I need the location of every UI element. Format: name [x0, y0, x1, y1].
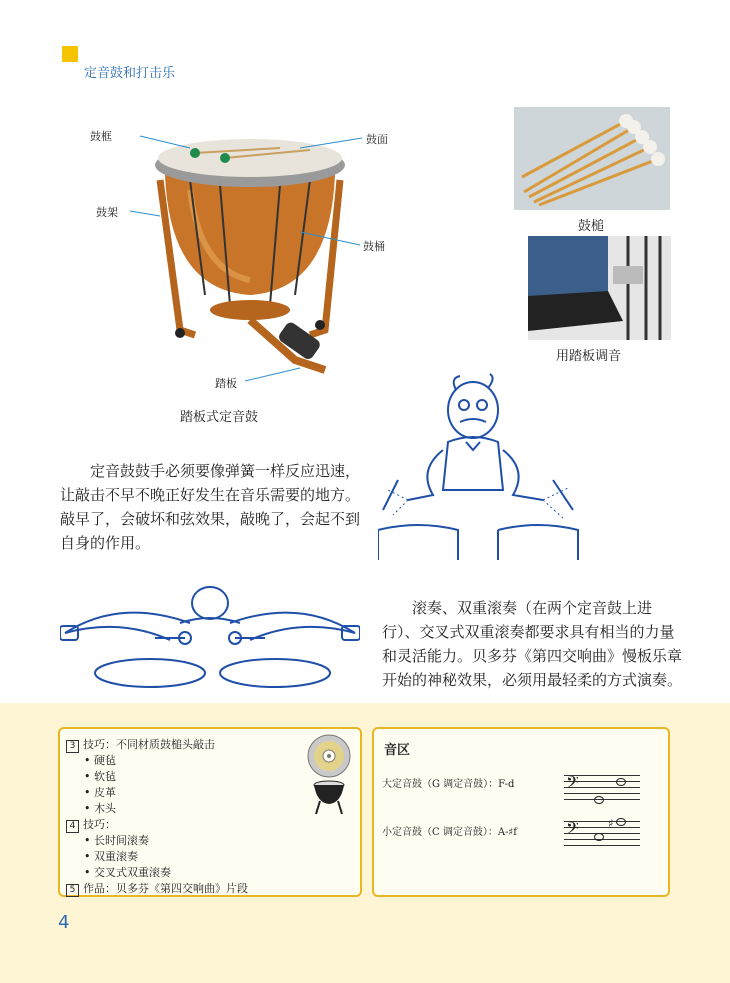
paragraph-line: 敲早了，会破坏和弦效果，敲晚了，会起不到 — [60, 510, 361, 528]
list-item: 4 技巧： — [66, 817, 248, 833]
list-item: 5 作品：贝多芬《第四交响曲》片段 — [66, 881, 248, 897]
mallets-photo — [514, 107, 670, 210]
small-timpani-range-label: 小定音鼓（C 调定音鼓）：A-♯f — [382, 827, 517, 838]
paragraph-line: 自身的作用。 — [60, 534, 151, 552]
paragraph-line: 开始的神秘效果，必须用最轻柔的方式演奏。 — [382, 671, 683, 689]
note-low — [594, 833, 604, 841]
paragraph-timpanist-reaction — [60, 459, 380, 555]
list-item: • 长时间滚奏 — [84, 834, 149, 847]
timpani-caption: 踏板式定音鼓 — [180, 410, 259, 425]
list-item: • 软毡 — [84, 770, 116, 783]
cartoon-drummer-rolling — [60, 578, 360, 696]
note-low — [594, 796, 604, 804]
list-item: • 木头 — [84, 802, 116, 815]
label-head: 鼓面 — [366, 133, 388, 146]
mallets-caption: 鼓槌 — [578, 219, 605, 234]
list-item: • 硬毡 — [84, 754, 116, 767]
note-high — [616, 778, 626, 786]
list-item: 3 技巧：不同材质鼓槌头敲击 — [66, 737, 248, 753]
paragraph-rolls — [382, 596, 702, 692]
paragraph-line: 行）、交叉式双重滚奏都要求具有相当的力量 — [382, 623, 675, 641]
bass-clef-icon: 𝄢 — [566, 818, 579, 842]
list-item: • 双重滚奏 — [84, 850, 138, 863]
note-high — [616, 818, 626, 826]
label-pedal: 踏板 — [215, 377, 237, 390]
large-timpani-staff — [564, 771, 640, 805]
listening-list — [66, 737, 248, 897]
range-box-title: 音区 — [384, 743, 411, 758]
paragraph-line: 滚奏、双重滚奏（在两个定音鼓上进 — [412, 599, 653, 617]
paragraph-line: 和灵活能力。贝多芬《第四交响曲》慢板乐章 — [382, 647, 683, 665]
bass-clef-icon: 𝄢 — [566, 772, 579, 796]
pedal-tuning-photo — [528, 236, 671, 340]
large-timpani-range-label: 大定音鼓（G 调定音鼓）：F-d — [382, 779, 515, 790]
list-item: • 皮革 — [84, 786, 116, 799]
paragraph-line: 让敲击不早不晚正好发生在音乐需要的地方。 — [60, 486, 361, 504]
range-box — [372, 727, 670, 897]
page-header-title: 定音鼓和打击乐 — [84, 66, 176, 81]
timpani-icon — [312, 779, 346, 815]
paragraph-line: 定音鼓鼓手必须要像弹簧一样反应迅速， — [90, 462, 361, 480]
label-rim: 鼓框 — [90, 130, 112, 143]
listening-box — [58, 727, 362, 897]
label-frame: 鼓架 — [96, 206, 118, 219]
sharp-icon: ♯ — [608, 817, 614, 830]
list-item: • 交叉式双重滚奏 — [84, 866, 171, 879]
pedal-caption: 用踏板调音 — [556, 349, 622, 364]
label-bowl: 鼓桶 — [363, 240, 385, 253]
cd-icon — [306, 733, 352, 779]
cartoon-drummer-standing — [378, 370, 588, 560]
page-number: 4 — [58, 912, 70, 933]
small-timpani-staff — [564, 817, 640, 851]
